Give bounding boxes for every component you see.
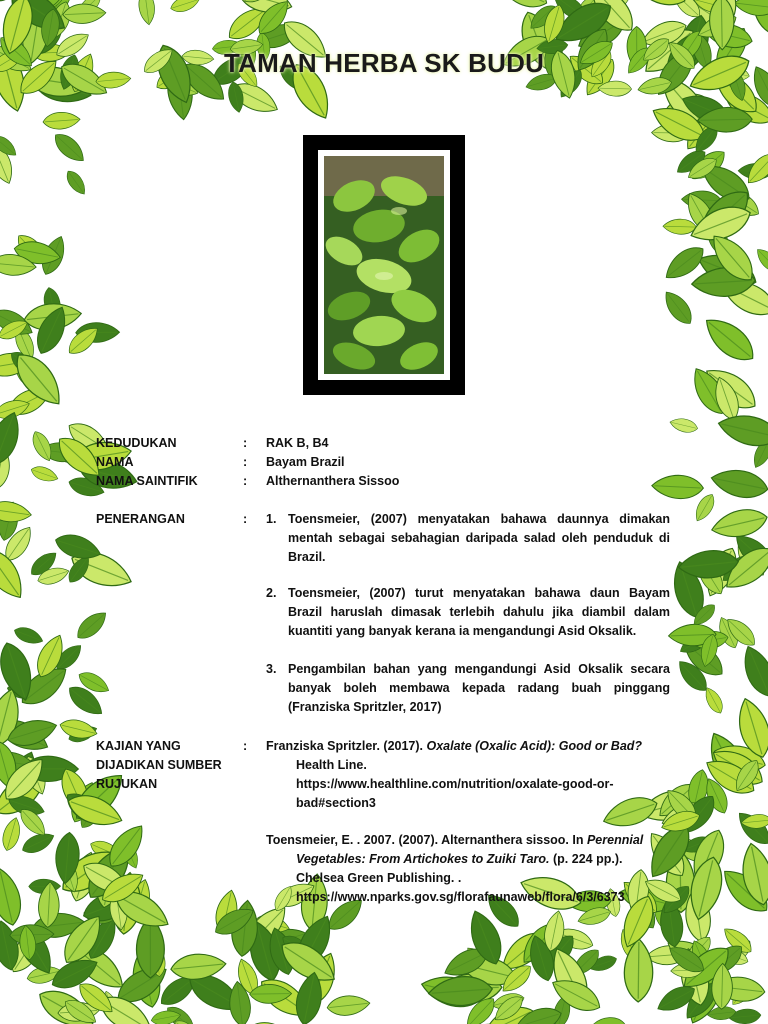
leaf-shape — [733, 0, 768, 18]
field-value: Bayam Brazil — [266, 455, 345, 469]
ref1-url-cont[interactable]: bad#section3 — [296, 796, 376, 810]
leaf-shape — [663, 219, 697, 235]
leaf-shape — [691, 491, 718, 524]
leaf-shape — [709, 465, 768, 502]
field-label: NAMA — [96, 455, 134, 469]
leaf-shape — [591, 1017, 625, 1024]
leaf-shape — [50, 129, 89, 167]
kajian-label — [96, 737, 222, 794]
field-colon: : — [243, 474, 248, 488]
page-title: TAMAN HERBA SK BUDU — [223, 48, 545, 78]
leaf-shape — [63, 168, 90, 198]
penerangan-section — [96, 510, 676, 720]
leaf-shape — [246, 1018, 296, 1024]
leaf-shape — [326, 994, 371, 1018]
ref2-url[interactable]: https://www.nparks.gov.sg/florafaunaweb/flora/6/3/6373 — [296, 890, 625, 904]
field-kedudukan — [96, 434, 676, 453]
leaf-shape — [659, 287, 697, 329]
item-number: 2. — [266, 586, 277, 600]
info-fields — [96, 434, 676, 494]
leaf-shape — [668, 416, 699, 435]
field-value: Althernanthera Sissoo — [266, 474, 400, 488]
leaf-shape — [715, 410, 768, 451]
ref2-title-b: Vegetables: From Artichokes to Zuiki Taro. — [296, 852, 550, 866]
reference-1 — [266, 737, 676, 813]
field-colon: : — [243, 455, 248, 469]
ref2-authors: Toensmeier, E. . 2007. (2007). Alternanthera sissoo. In — [266, 833, 587, 847]
leaf-shape — [0, 499, 33, 525]
leaf-shape — [137, 0, 157, 26]
penerangan-colon: : — [243, 512, 248, 526]
leaf-shape — [698, 310, 761, 369]
leaf-shape — [753, 245, 768, 276]
item-number: 3. — [266, 662, 277, 676]
kajian-label-line: RUJUKAN — [96, 777, 158, 791]
kajian-section — [96, 737, 676, 917]
plant-image — [324, 156, 444, 374]
field-colon: : — [243, 436, 248, 450]
photo-frame — [303, 135, 465, 395]
bayam-brazil-photo — [324, 156, 444, 374]
reference-2 — [266, 831, 676, 907]
item-text: Toensmeier, (2007) turut menyatakan bahawa daun Bayam Brazil haruslah dimasak terlebih dahulu jika diambil dalam kuantiti yang banyak kerana ia mengandungi Asid Oksalik. — [288, 586, 670, 638]
ref1-publisher: Health Line. — [296, 758, 367, 772]
leaf-shape — [0, 816, 24, 853]
kajian-label-line: KAJIAN YANG — [96, 739, 181, 753]
field-label: KEDUDUKAN — [96, 436, 177, 450]
kajian-label-line: DIJADIKAN SUMBER — [96, 758, 222, 772]
leaf-shape — [58, 716, 99, 742]
leaf-shape — [0, 866, 26, 928]
ref2-publisher: Chelsea Green Publishing. . — [296, 871, 462, 885]
ref2-pages: (p. 224 pp.). — [549, 852, 623, 866]
leaf-shape — [169, 0, 202, 15]
ref2-title-a: Perennial — [586, 833, 644, 847]
leaf-shape — [42, 111, 80, 130]
leaf-shape — [709, 505, 768, 543]
penerangan-item-2 — [266, 584, 670, 641]
ref1-url[interactable]: https://www.healthline.com/nutrition/oxalate-good-or- — [296, 777, 614, 791]
penerangan-item-1 — [266, 510, 670, 567]
field-nama-saintifik — [96, 472, 676, 491]
leaf-shape — [170, 951, 227, 981]
field-value: RAK B, B4 — [266, 436, 329, 450]
ref1-title: Oxalate (Oxalic Acid): Good or Bad? — [426, 739, 643, 753]
item-text: Toensmeier, (2007) menyatakan bahawa daunnya dimakan mentah sebagai sebahagian daripada salad oleh penduduk di Brazil. — [288, 512, 670, 564]
item-text: Pengambilan bahan yang mengandungi Asid Oksalik secara banyak boleh membawa kepada radang buah pinggang (Franziska Spritzler, 2017) — [288, 662, 670, 714]
field-label: NAMA SAINTIFIK — [96, 474, 198, 488]
leaf-shape — [29, 464, 60, 485]
penerangan-label: PENERANGAN — [96, 512, 185, 526]
leaf-shape — [737, 642, 768, 701]
item-number: 1. — [266, 512, 277, 526]
kajian-colon: : — [243, 739, 248, 753]
ref1-authors: Franziska Spritzler. (2017). — [266, 739, 427, 753]
leaf-shape — [12, 624, 45, 648]
field-nama — [96, 453, 676, 472]
penerangan-item-3 — [266, 660, 670, 717]
